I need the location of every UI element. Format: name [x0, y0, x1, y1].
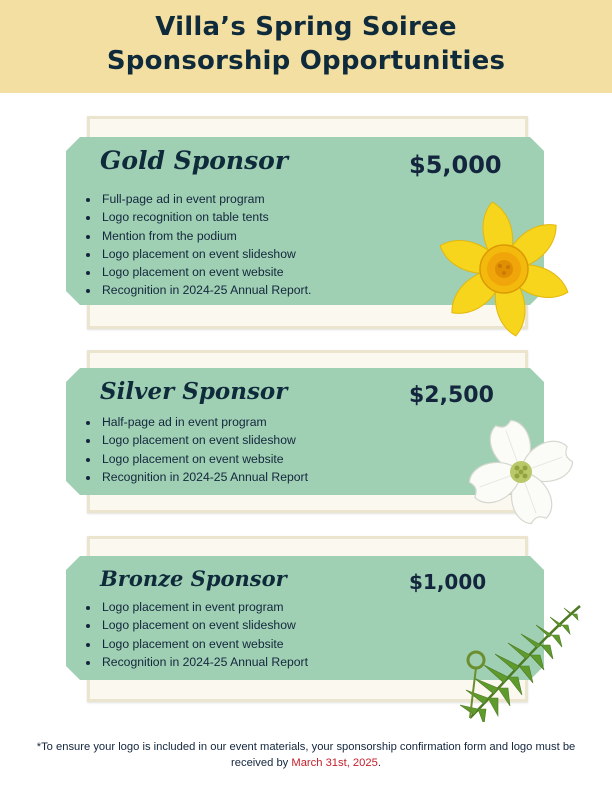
bronze-sponsor-title: Bronze Sponsor	[100, 566, 287, 591]
bronze-sponsor-price: $1,000	[409, 570, 487, 594]
fern-frond-icon	[440, 600, 586, 722]
list-item: • Logo placement on event slideshow	[100, 616, 308, 634]
list-item: • Full-page ad in event program	[100, 190, 311, 208]
list-item: • Logo placement on event slideshow	[100, 431, 308, 449]
silver-sponsor-title: Silver Sponsor	[100, 378, 288, 405]
bronze-benefits-list	[84, 598, 308, 671]
gold-benefits-list	[84, 190, 311, 300]
deadline-date: March 31st, 2025	[291, 757, 378, 769]
list-item: • Mention from the podium	[100, 227, 311, 245]
list-item: • Recognition in 2024-25 Annual Report	[100, 468, 308, 486]
list-item: • Logo placement on event website	[100, 635, 308, 653]
page-title-line-1: Villa’s Spring Soiree	[155, 12, 457, 42]
header-banner	[0, 0, 612, 93]
page-title-line-2: Sponsorship Opportunities	[106, 46, 506, 76]
deadline-note	[30, 739, 582, 771]
list-item: • Recognition in 2024-25 Annual Report.	[100, 281, 311, 299]
list-item: • Logo placement on event slideshow	[100, 245, 311, 263]
list-item: • Logo placement on event website	[100, 450, 308, 468]
list-item: • Logo recognition on table tents	[100, 208, 311, 226]
silver-benefits-list	[84, 413, 308, 486]
dogwood-flower-icon	[457, 412, 583, 530]
list-item: • Logo placement on event website	[100, 263, 311, 281]
list-item: • Recognition in 2024-25 Annual Report	[100, 653, 308, 671]
deadline-note-end: .	[377, 757, 381, 769]
deadline-note-text: *To ensure your logo is included in our event materials, your sponsorship confirmation form and logo must be received by	[36, 741, 576, 769]
gold-sponsor-title: Gold Sponsor	[100, 146, 289, 175]
daffodil-icon	[432, 197, 578, 343]
gold-sponsor-price: $5,000	[409, 151, 502, 179]
list-item: • Half-page ad in event program	[100, 413, 308, 431]
list-item: • Logo placement in event program	[100, 598, 308, 616]
silver-sponsor-price: $2,500	[409, 383, 494, 408]
